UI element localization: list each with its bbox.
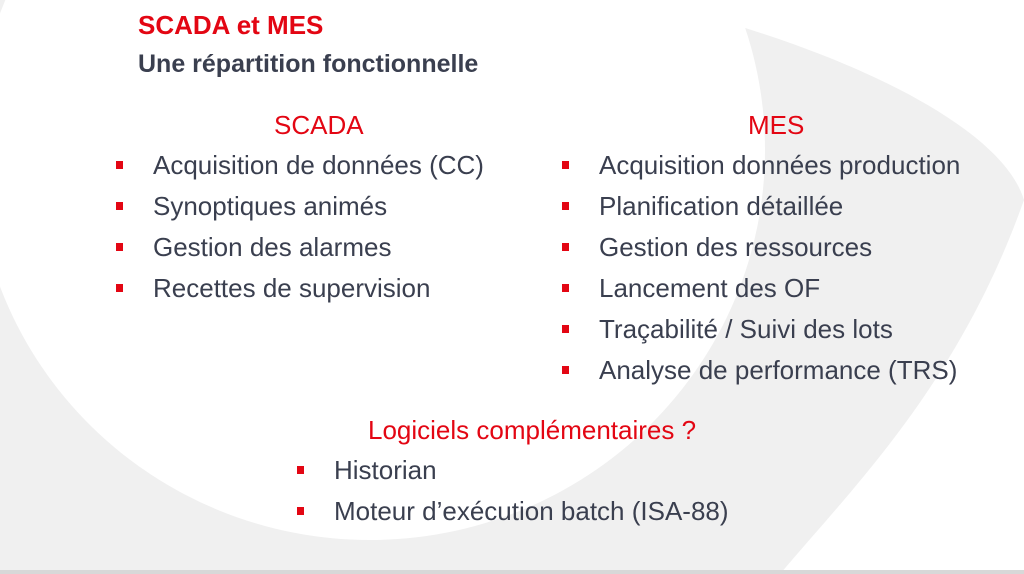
bullet-icon [116,202,123,210]
list-item [562,314,960,355]
list-item [116,191,484,232]
item-text: Gestion des alarmes [153,232,392,262]
bullet-icon [562,325,569,333]
bullet-icon [562,161,569,169]
bullet-icon [116,161,123,169]
list-item [116,273,484,314]
bottom-border [0,570,1024,574]
mes-heading: MES [748,110,805,140]
item-text: Historian [334,455,437,485]
scada-heading: SCADA [274,110,364,140]
item-text: Synoptiques animés [153,191,388,221]
item-text: Lancement des OF [599,273,821,303]
list-item [562,273,960,314]
bullet-icon [116,284,123,292]
bullet-icon [562,202,569,210]
item-text: Acquisition données production [599,150,961,180]
list-item [297,455,729,496]
item-text: Traçabilité / Suivi des lots [599,314,893,344]
list-item [297,496,729,537]
mes-list [562,150,960,396]
item-text: Acquisition de données (CC) [153,150,484,180]
item-text: Moteur d’exécution batch (ISA-88) [334,496,729,526]
bullet-icon [562,366,569,374]
extra-heading: Logiciels complémentaires ? [368,415,697,445]
slide-subtitle: Une répartition fonctionnelle [138,50,479,78]
list-item [562,232,960,273]
bullet-icon [297,507,304,515]
list-item [116,150,484,191]
list-item [562,355,960,396]
item-text: Gestion des ressources [599,232,873,262]
extra-list [297,455,729,537]
scada-list [116,150,484,314]
bullet-icon [562,243,569,251]
slide-title: SCADA et MES [138,10,324,40]
bullet-icon [562,284,569,292]
list-item [562,191,960,232]
bullet-icon [297,466,304,474]
bullet-icon [116,243,123,251]
list-item [562,150,960,191]
item-text: Recettes de supervision [153,273,431,303]
item-text: Planification détaillée [599,191,844,221]
list-item [116,232,484,273]
item-text: Analyse de performance (TRS) [599,355,958,385]
